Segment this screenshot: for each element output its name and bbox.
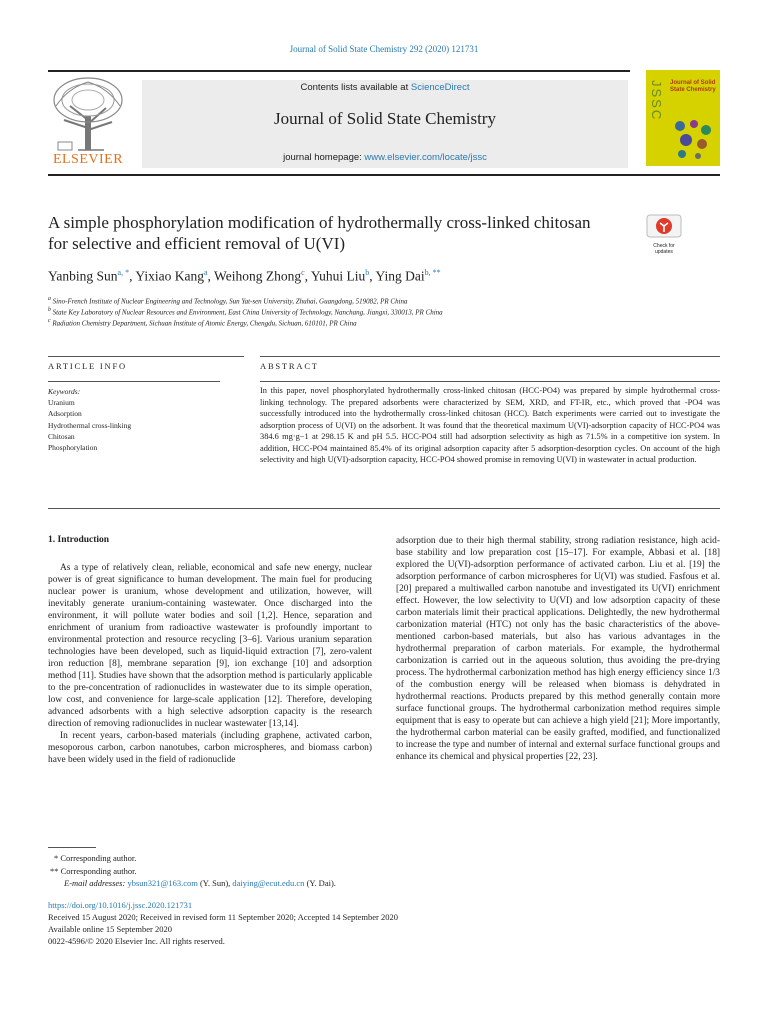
author-list: Yanbing Sun$^{a, *}$, Yixiao Kang$^a$, Weihong Zhong$^c$, Yuhui Liu$^b$, Ying Dai$^{b, **}$	[48, 268, 441, 284]
header-top-rule	[48, 70, 630, 72]
check-for-updates-badge[interactable]	[646, 214, 682, 255]
keywords-label: Keywords:	[48, 387, 81, 396]
check-updates-label: Check for updates	[653, 243, 675, 255]
elsevier-tree-icon	[48, 76, 128, 152]
body-left-column	[48, 562, 372, 766]
keywords-block	[48, 386, 131, 453]
author-name[interactable]: Ying Dai	[375, 268, 425, 284]
copyright: 0022-4596/© 2020 Elsevier Inc. All rights reserved.	[48, 936, 225, 946]
body-paragraph: adsorption due to their high thermal stability, strong radiation resistance, high acid-base stability and low preparation cost [15–17]. For example, Abbasi et al. [18] explored the U(VI)-adsorption performance of activated carbon. Liu et al. [19] the adsorption performance of carbon microspheres for U(VI) was studied. Fasfous et al. [20] prepared a multiwalled carbon nanotube and investigated its U(VI) enrichment effect. However, the low selectivity to U(VI) and low adsorption capacity of these carbon materials limit their practical applications. Delightedly, the new hydrothermal carbonization material (HTC) not only has the basic characteristics of the above-mentioned carbon-based materials, but also has various advantages in the hydrothermal preparation of carbon materials. For example, the hydrothermal carbonization is carried out in the aqueous solution, thus avoiding the pre-drying process. The hydrothermal carbonization method has high energy efficiency since 1/3 of the combustion energy will be released when biomass is dehydrated in hydrothermal reactions. Products prepared by this method generally contain more surface functional groups. The hydrothermal carbonization method requires simple equipment that is easy to operate but can achieve a high yield [21]; More importantly, the hydrothermal carbon material can be easily grafted, modified, and functionalized to increase the type and number of internal and external surface functional groups and enhance its chemical and physical properties [22, 23].	[396, 536, 720, 762]
body-paragraph: As a type of relatively clean, reliable, economical and safe new energy, nuclear power is of great significance to human development. The main fuel for producing nuclear power is uranium, whose development and utilization, however, will inevitably generate uranium-containing wastewater. Once discharged into the environment, it will pollute water bodies and soil [1,2]. Hence, separation and enrichment of uranium from radioactive wastewater is profoundly important to environmental protection and resource recycling [3–6]. Various uranium separation technologies have been developed, such as liquid-liquid extraction [7], zero-valent iron reduction [8], membrane separation [9], ion exchange [10] and adsorption method [11]. Studies have shown that the adsorption method is particularly applicable to the pre-concentration of radionuclides in wastewater due to its simple operation, low cost, and convenience for large-scale application [12]. Therefore, developing advanced adsorbents with a high selective adsorption capacity is the research direction of removing radionuclides in nuclear wastewater [13,14].	[48, 563, 372, 729]
author-name[interactable]: Yanbing Sun	[48, 268, 118, 284]
author-sup[interactable]: b	[365, 268, 370, 277]
author-sup[interactable]: a	[203, 268, 208, 277]
email-link[interactable]: daiying@ecut.edu.cn	[232, 878, 305, 888]
abstract-text: In this paper, novel phosphorylated hydrothermally cross-linked chitosan (HCC-PO4) was prepared by simple hydrothermal cross-linking technology. The prepared adsorbents were characterized by SEM, XRD, and FT-IR, etc., which proved that -PO4 was successfully introduced into the hydrothermally cross-linked chitosan (HCC). Batch experiments were carried out to investigate the adsorption process of U(VI) on the adsorbent. It was found that the theoretical maximum U(VI)-adsorption capacity of HCC-PO4 was 384.6 mg·g−1 at 298.15 K and pH 5.5. HCC-PO4 still had adsorption selectivity as high as 71.5% in a competitive ion system. In addition, HCC-PO4 maintained 85.4% of its original adsorption capacity after 5 adsorption-desorption cycles. On account of the high selectivity and high U(VI)-adsorption capacity, HCC-PO4 showed promise in removing U(VI) in wastewater in actual production.	[260, 386, 720, 464]
article-info-heading: ARTICLE INFO	[48, 361, 127, 371]
footnote: * Corresponding author.	[54, 853, 137, 863]
author-sup[interactable]: a, *	[117, 268, 130, 277]
cover-molecules-icon	[670, 116, 716, 160]
article-title: A simple phosphorylation modification of hydrothermally cross-linked chitosan for selective and efficient removal of U(VI)	[48, 213, 591, 253]
elsevier-wordmark: ELSEVIER	[52, 152, 124, 167]
footnotes	[48, 852, 336, 890]
affiliation: $^b$ State Key Laboratory of Nuclear Resources and Environment, East China University of Technology, Nanchang, Jiangxi, 330013, PR China	[48, 307, 443, 317]
journal-cover[interactable]	[646, 70, 720, 166]
keyword: Chitosan	[48, 431, 75, 441]
contents-prefix: Contents lists available at	[300, 82, 409, 93]
introduction-heading: 1. Introduction	[48, 535, 110, 545]
email-label: E-mail addresses:	[64, 878, 126, 888]
check-updates-icon	[646, 214, 682, 238]
keywords-rule	[48, 381, 220, 382]
affiliation: $^a$ Sino-French Institute of Nuclear Engineering and Technology, Sun Yat-sen University, Zhuhai, Guangdong, 519082, PR China	[48, 296, 408, 306]
keyword: Adsorption	[48, 409, 82, 419]
contents-line	[142, 82, 628, 93]
author-sup[interactable]: c	[301, 268, 305, 277]
keyword: Uranium	[48, 398, 75, 408]
abstract-rule	[260, 381, 720, 382]
abstract-end-rule	[48, 508, 720, 509]
sciencedirect-link[interactable]: ScienceDirect	[410, 82, 470, 93]
email-line	[48, 877, 336, 890]
homepage-line	[142, 152, 628, 163]
cover-journal-name: Journal of Solid State Chemistry	[670, 80, 716, 93]
body-paragraph: In recent years, carbon-based materials (including graphene, activated carbon, mesoporous carbon, carbon nanotubes, carbon microspheres, and biomass carbon) have been widely used in the field of radionuclide	[48, 731, 372, 765]
cover-abbrev: JSSC	[649, 80, 664, 122]
email-owner: (Y. Dai).	[306, 878, 336, 888]
email-owner: (Y. Sun),	[199, 878, 231, 888]
abstract-top-rule	[260, 356, 720, 357]
author-name[interactable]: Yuhui Liu	[310, 268, 366, 284]
homepage-prefix: journal homepage:	[283, 152, 362, 163]
journal-reference-link[interactable]: Journal of Solid State Chemistry 292 (2020) 121731	[289, 44, 479, 54]
homepage-link[interactable]: www.elsevier.com/locate/jssc	[364, 152, 487, 163]
author-name[interactable]: Weihong Zhong	[214, 268, 302, 284]
keyword: Hydrothermal cross-linking	[48, 420, 132, 430]
available-online: Available online 15 September 2020	[48, 924, 173, 934]
abstract-heading: ABSTRACT	[260, 361, 319, 371]
received-dates: Received 15 August 2020; Received in revised form 11 September 2020; Accepted 14 September 2020	[48, 912, 398, 922]
affiliation: $^c$ Radiation Chemistry Department, Sichuan Institute of Atomic Energy, Chengdu, Sichuan, 610101, PR China	[48, 318, 357, 328]
email-link[interactable]: ybsun321@163.com	[127, 878, 198, 888]
doi-link[interactable]: https://doi.org/10.1016/j.jssc.2020.121731	[48, 900, 193, 910]
keyword: Phosphorylation	[48, 443, 98, 453]
journal-title: Journal of Solid State Chemistry	[274, 109, 496, 128]
info-top-rule	[48, 356, 244, 357]
author-name[interactable]: Yixiao Kang	[135, 268, 204, 284]
body-right-column	[396, 535, 720, 763]
author-sup[interactable]: b, **	[424, 268, 441, 277]
elsevier-logo	[48, 76, 128, 168]
footnote: ** Corresponding author.	[50, 865, 137, 876]
publication-info	[48, 899, 398, 947]
footnote-rule	[48, 847, 96, 848]
header-bottom-rule	[48, 174, 720, 176]
